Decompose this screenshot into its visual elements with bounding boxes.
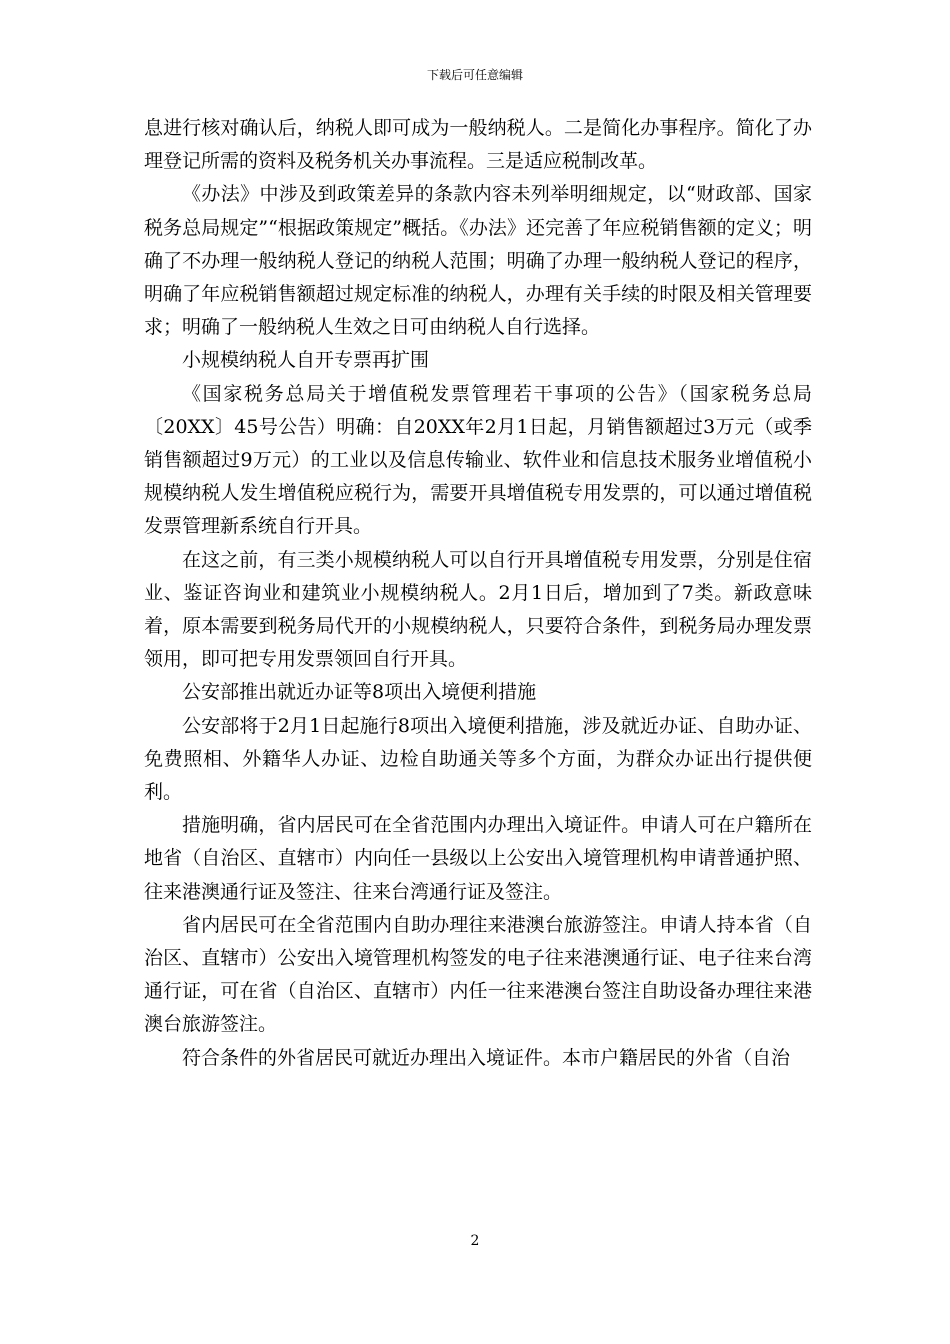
paragraph: 在这之前，有三类小规模纳税人可以自行开具增值税专用发票，分别是住宿业、鉴证咨询业和建筑业小规模纳税人。2月1日后，增加到了7类。新政意味着，原本需要到税务局代开的小规模纳税人，只要符合条件，到税务局办理发票领用，即可把专用发票领回自行开具。 [144, 548, 812, 671]
section-heading: 公安部推出就近办证等8项出入境便利措施 [182, 681, 537, 704]
paragraph: 措施明确，省内居民可在全省范围内办理出入境证件。申请人可在户籍所在地省（自治区、直辖市）内向任一县级以上公安出入境管理机构申请普通护照、往来港澳通行证及签注、往来台湾通行证及签注。 [144, 814, 812, 903]
section-heading: 小规模纳税人自开专票再扩围 [182, 349, 430, 372]
paragraph: 息进行核对确认后，纳税人即可成为一般纳税人。二是简化办事程序。简化了办理登记所需的资料及税务机关办事流程。三是适应税制改革。 [144, 117, 812, 173]
page-header: 下载后可任意编辑 [426, 68, 523, 82]
paragraph: 符合条件的外省居民可就近办理出入境证件。本市户籍居民的外省（自治 [182, 1046, 791, 1069]
paragraph: 《办法》中涉及到政策差异的条款内容未列举明细规定，以“财政部、国家税务总局规定”“根据政策规定”概括。《办法》还完善了年应税销售额的定义；明确了不办理一般纳税人登记的纳税人范围；明确了办理一般纳税人登记的程序，明确了年应税销售额超过规定标准的纳税人，办理有关手续的时限及相关管理要求；明确了一般纳税人生效之日可由纳税人自行选择。 [144, 183, 812, 339]
paragraph: 公安部将于2月1日起施行8项出入境便利措施，涉及就近办证、自助办证、免费照相、外籍华人办证、边检自助通关等多个方面，为群众办证出行提供便利。 [144, 714, 812, 804]
paragraph: 《国家税务总局关于增值税发票管理若干事项的公告》（国家税务总局〔20XX〕45号公告）明确：自20XX年2月1日起，月销售额超过3万元（或季销售额超过9万元）的工业以及信息传输业、软件业和信息技术服务业增值税小规模纳税人发生增值税应税行为，需要开具增值税专用发票的，可以通过增值税发票管理新系统自行开具。 [144, 382, 812, 538]
document-body [144, 112, 812, 1075]
page-number: 2 [470, 1233, 480, 1249]
paragraph: 省内居民可在全省范围内自助办理往来港澳台旅游签注。申请人持本省（自治区、直辖市）公安出入境管理机构签发的电子往来港澳通行证、电子往来台湾通行证，可在省（自治区、直辖市）内任一往来港澳台签注自助设备办理往来港澳台旅游签注。 [144, 913, 812, 1036]
